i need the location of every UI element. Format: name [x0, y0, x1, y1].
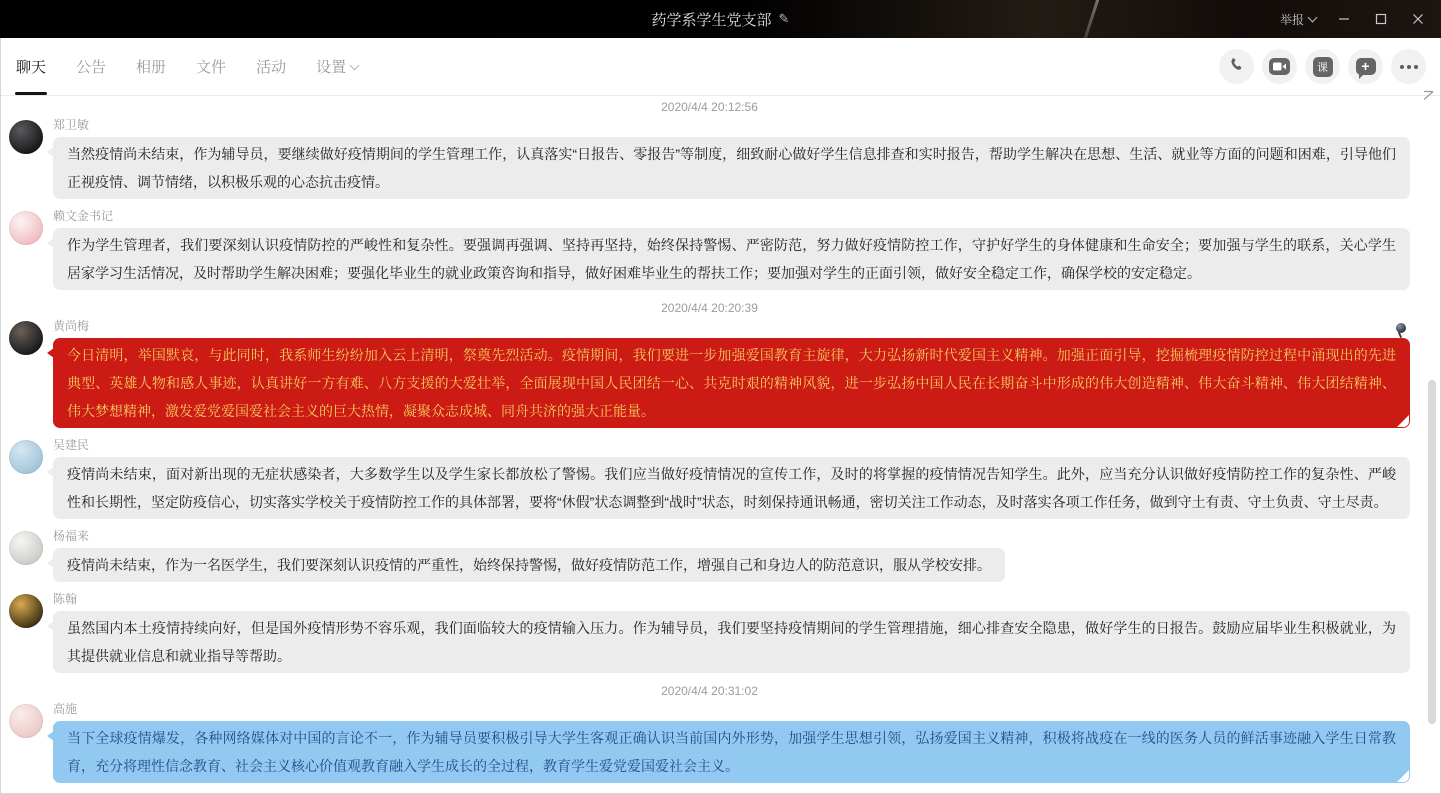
message-bubble: [53, 548, 1005, 582]
tab-label: 公告: [76, 59, 107, 76]
message-text: 作为学生管理者，我们要深刻认识疫情防控的严峻性和复杂性。要强调再强调、坚持再坚持，始终保持警惕、严密防范，努力做好疫情防控工作，守护好学生的身体健康和生命安全；要加强与学生的联系，关心学生居家学习生活情况，及时帮助学生解决困难；要强化毕业生的就业政策咨询和指导，做好困难毕业生的帮扶工作；要加强对学生的正面引领，做好安全稳定工作，确保学校的安定稳定。: [67, 237, 1396, 281]
chevron-down-icon: [350, 60, 360, 70]
chat-message: [9, 118, 1410, 199]
sender-name: 陈翰: [53, 592, 78, 606]
sender-name: 杨福来: [53, 529, 90, 543]
minimize-button[interactable]: [1328, 0, 1359, 38]
chat-message: [9, 702, 1410, 783]
chat-message: [9, 319, 1410, 428]
timestamp: 2020/4/4 20:12:56: [661, 100, 758, 114]
phone-icon: [1228, 55, 1246, 78]
message-bubble: [53, 137, 1410, 199]
tab-chat[interactable]: [15, 38, 47, 95]
chevron-down-icon: [1308, 13, 1318, 23]
title-bar: [0, 0, 1441, 38]
chat-feed: [1, 96, 1440, 793]
message-text: 当下全球疫情爆发，各种网络媒体对中国的言论不一，作为辅导员要积极引导大学生客观正确认识当前国内外形势，加强学生思想引领，弘扬爱国主义精神，积极将战疫在一线的医务人员的鲜活事迹融入学生日常教育，充分将理性信念教育、社会主义核心价值观教育融入学生成长的全过程，教育学生爱党爱国爱社会主义。: [67, 730, 1396, 774]
tab-label: 活动: [256, 59, 287, 76]
avatar[interactable]: [9, 211, 43, 245]
tab-label: 设置: [316, 59, 347, 76]
timestamp: 2020/4/4 20:20:39: [661, 301, 758, 315]
report-button[interactable]: [1274, 7, 1322, 32]
message-text: 疫情尚未结束，作为一名医学生，我们要深刻认识疫情的严重性，始终保持警惕，做好疫情防范工作，增强自己和身边人的防范意识，服从学校安排。: [67, 557, 991, 573]
message-text: 虽然国内本土疫情持续向好，但是国外疫情形势不容乐观，我们面临较大的疫情输入压力。作为辅导员，我们要坚持疫情期间的学生管理措施，细心排查安全隐患，做好学生的日报告。鼓励应届毕业生积极就业，为其提供就业信息和就业指导等帮助。: [67, 620, 1396, 664]
add-chat-button[interactable]: [1348, 49, 1383, 84]
tab-announcements[interactable]: [75, 38, 107, 95]
window-title: 药学系学生党支部: [651, 11, 772, 29]
tab-activities[interactable]: [255, 38, 287, 95]
chat-message: [9, 209, 1410, 290]
message-bubble: [53, 228, 1410, 290]
video-call-button[interactable]: [1262, 49, 1297, 84]
sender-name: 吴建民: [53, 438, 90, 452]
tab-label: 文件: [196, 59, 227, 76]
message-bubble: [53, 338, 1410, 428]
scrollbar-thumb[interactable]: [1428, 380, 1436, 724]
more-icon: [1400, 65, 1418, 69]
class-button[interactable]: [1305, 49, 1340, 84]
message-bubble: [53, 721, 1410, 783]
tab-label: 相册: [136, 59, 167, 76]
plus-glyph: +: [1361, 57, 1370, 74]
maximize-button[interactable]: [1365, 0, 1396, 38]
avatar[interactable]: [9, 321, 43, 355]
message-text: 疫情尚未结束，面对新出现的无症状感染者，大多数学生以及学生家长都放松了警惕。我们应当做好疫情情况的宣传工作，及时的将掌握的疫情情况告知学生。此外，应当充分认识做好疫情防控工作的复杂性、严峻性和长期性，坚定防疫信心，切实落实学校关于疫情防控工作的具体部署，要将“休假”状态调整到“战时”状态，时刻保持通讯畅通，密切关注工作动态，及时落实各项工作任务，做到守土有责、守土负责、守土尽责。: [67, 466, 1396, 510]
close-button[interactable]: [1402, 0, 1433, 38]
pin-icon: [1396, 323, 1407, 337]
add-chat-icon: [1356, 58, 1376, 75]
tab-label: 聊天: [16, 59, 47, 76]
avatar[interactable]: [9, 594, 43, 628]
message-bubble: [53, 457, 1410, 519]
avatar[interactable]: [9, 440, 43, 474]
avatar[interactable]: [9, 531, 43, 565]
sender-name: 高施: [53, 702, 78, 716]
message-text: 今日清明，举国默哀，与此同时，我系师生纷纷加入云上清明，祭奠先烈活动。疫情期间，我们要进一步加强爱国教育主旋律，大力弘扬新时代爱国主义精神。加强正面引导，挖掘梳理疫情防控过程中涌现出的先进典型、英雄人物和感人事迹，认真讲好一方有难、八方支援的大爱壮举，全面展现中国人民团结一心、共克时艰的精神风貌，进一步弘扬中国人民在长期奋斗中形成的伟大创造精神、伟大奋斗精神、伟大团结精神、伟大梦想精神，激发爱党爱国爱社会主义的巨大热情，凝聚众志成城、同舟共济的强大正能量。: [67, 347, 1396, 419]
chat-message: [9, 438, 1410, 519]
tab-bar: [1, 38, 1440, 96]
timestamp: 2020/4/4 20:31:02: [661, 684, 758, 698]
voice-call-button[interactable]: [1219, 49, 1254, 84]
chat-message: [9, 592, 1410, 673]
message-text: 当然疫情尚未结束，作为辅导员，要继续做好疫情期间的学生管理工作，认真落实“日报告、零报告”等制度，细致耐心做好学生信息排查和实时报告，帮助学生解决在思想、生活、就业等方面的问题和困难，引导他们正视疫情、调节情绪，以积极乐观的心态抗击疫情。: [67, 146, 1396, 190]
sender-name: 赖文金书记: [53, 209, 114, 223]
main-area: [0, 38, 1441, 794]
chat-message: [9, 529, 1410, 582]
class-icon-label: 课: [1317, 61, 1328, 74]
sender-name: 黄尚梅: [53, 319, 90, 333]
tab-settings[interactable]: [315, 38, 359, 95]
tab-albums[interactable]: [135, 38, 167, 95]
video-camera-icon: [1269, 58, 1290, 75]
tab-files[interactable]: [195, 38, 227, 95]
sender-name: 郑卫敏: [53, 118, 90, 132]
edit-title-icon[interactable]: ✎: [778, 11, 790, 26]
avatar[interactable]: [9, 704, 43, 738]
message-bubble: [53, 611, 1410, 673]
avatar[interactable]: [9, 120, 43, 154]
more-button[interactable]: [1391, 49, 1426, 84]
class-icon: [1313, 57, 1333, 77]
report-label: 举报: [1279, 12, 1304, 27]
